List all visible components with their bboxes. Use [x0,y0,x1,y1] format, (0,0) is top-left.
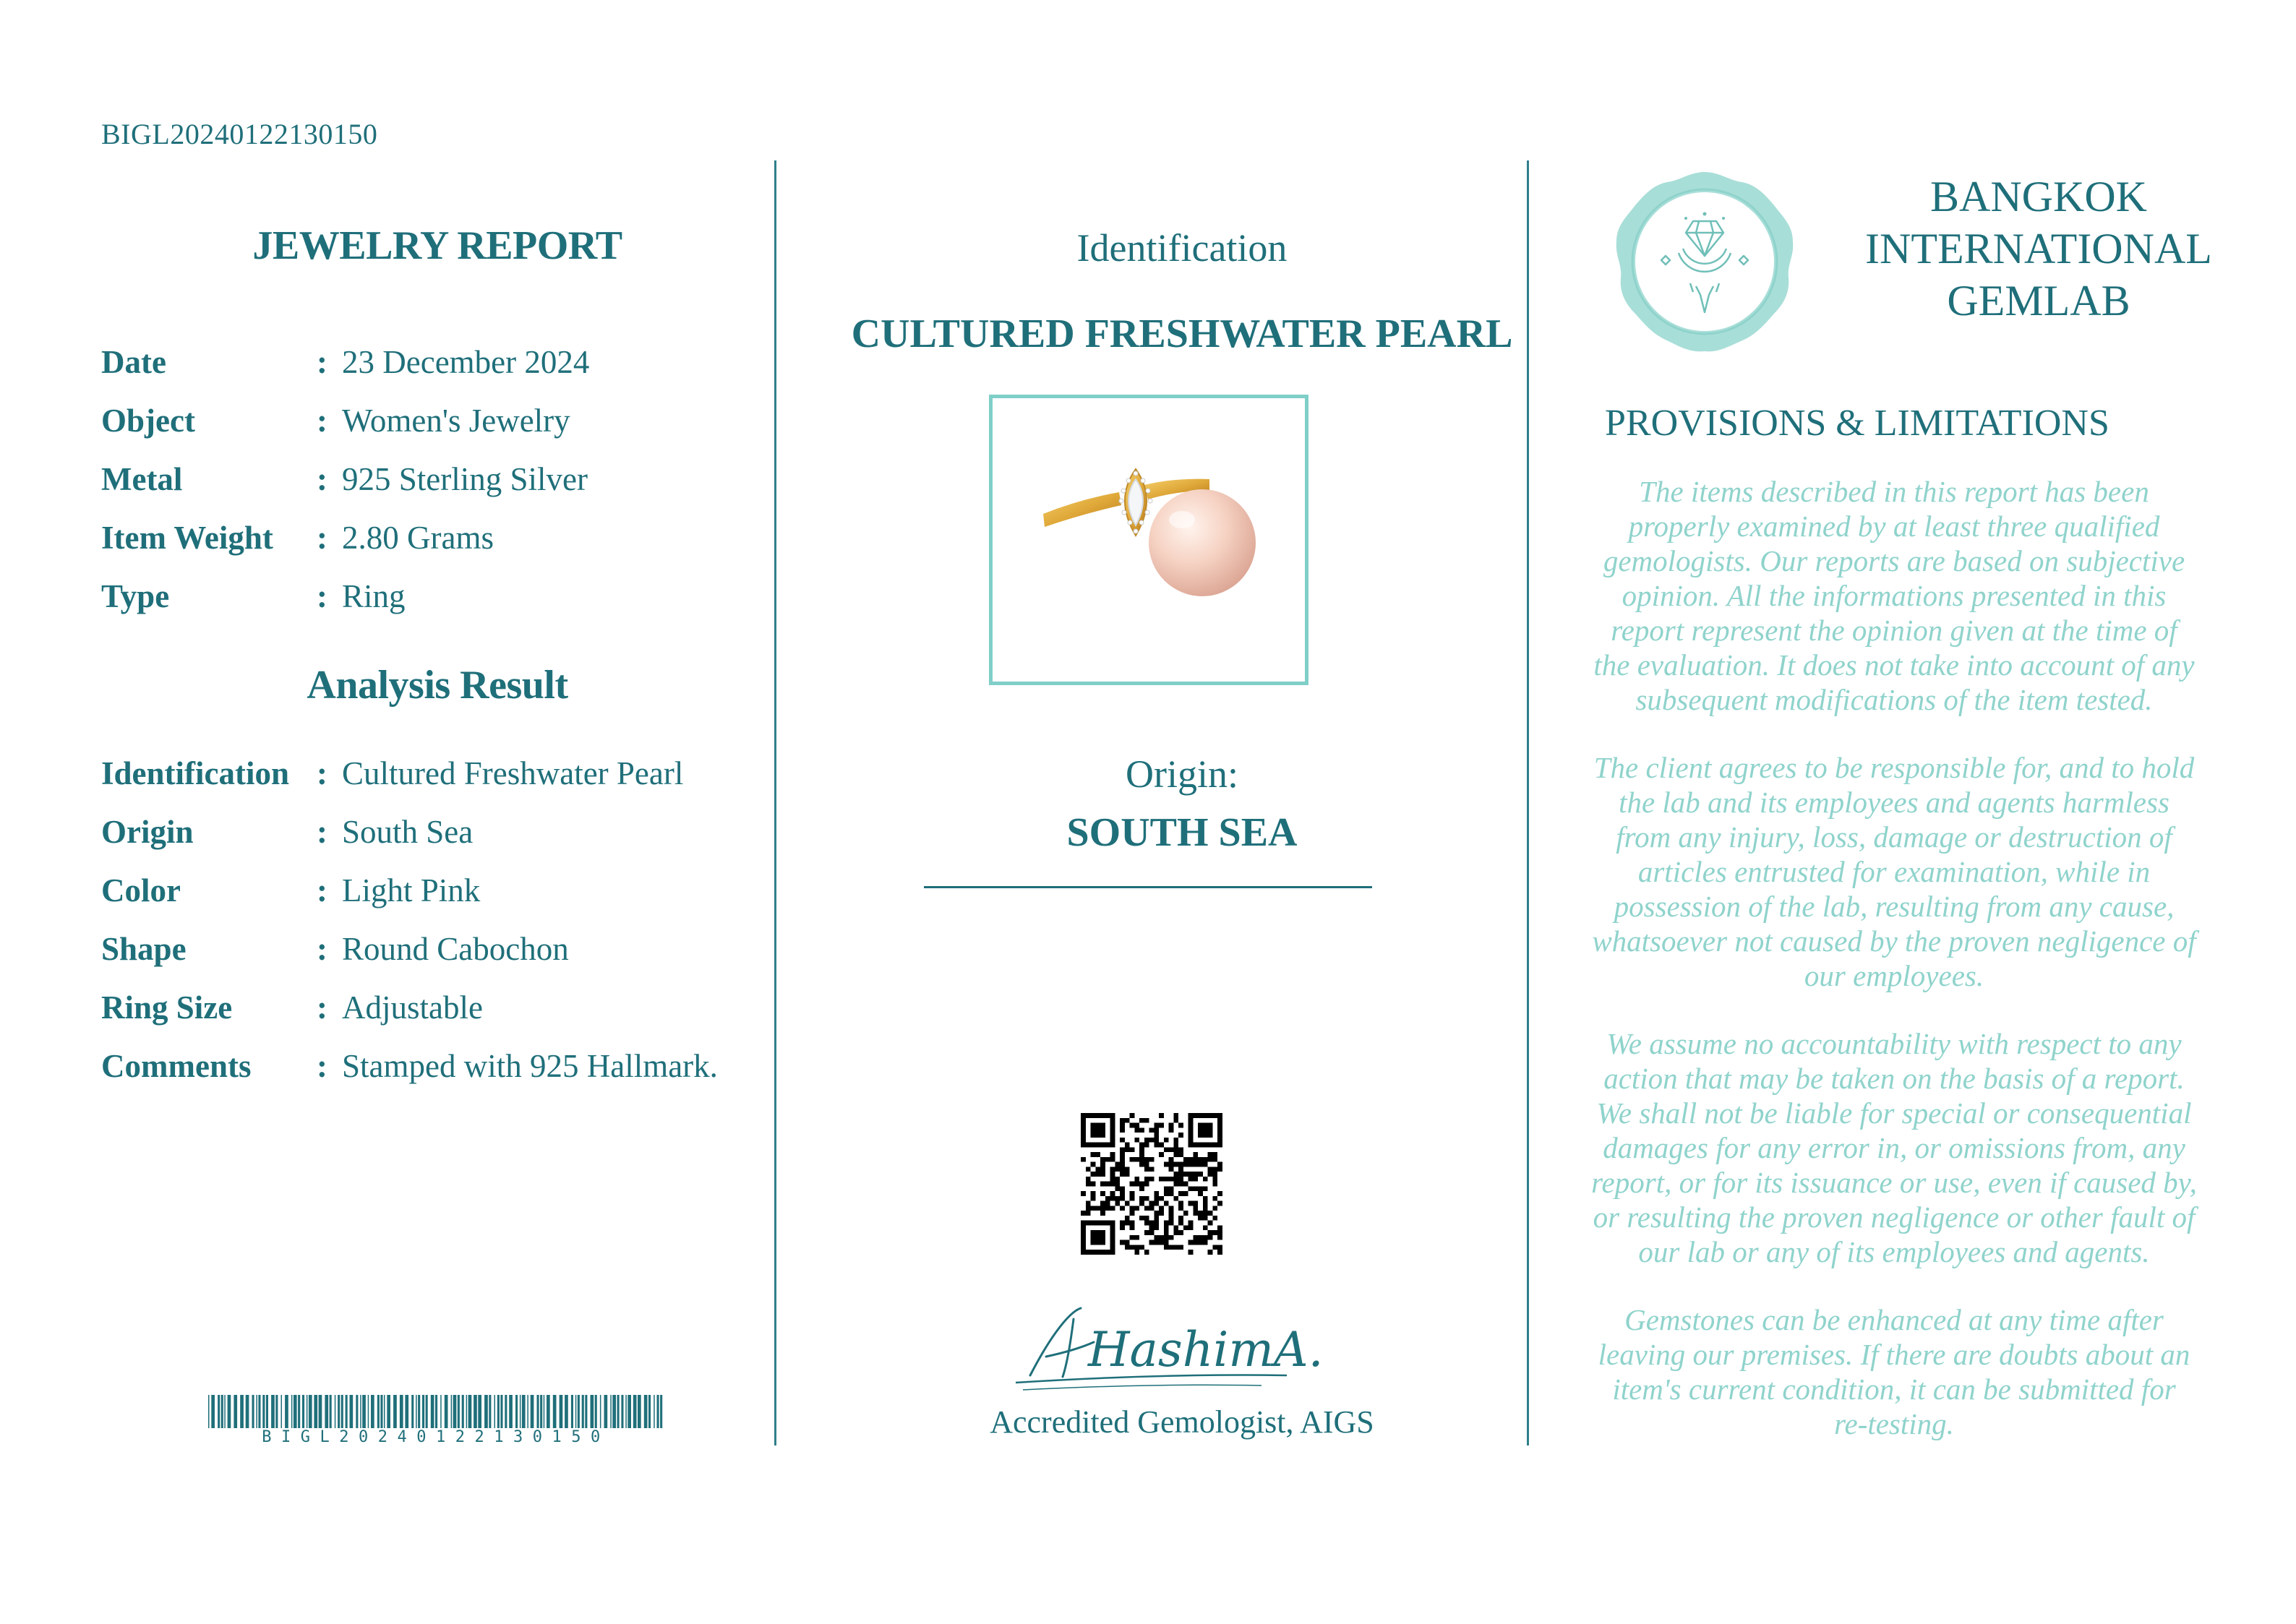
field-value: Women's Jewelry [342,403,570,439]
field-value: 23 December 2024 [342,344,590,380]
provisions-paragraph [1576,1026,2212,1269]
field-value: Cultured Freshwater Pearl [342,755,684,791]
provisions-line: re-testing. [1834,1407,1954,1440]
field-separator: : [317,520,327,556]
field-label: Object [101,403,195,439]
identification-heading: Identification [1076,226,1288,270]
field-row-comments [101,1047,788,1106]
signature [1001,1290,1324,1399]
field-value: 925 Sterling Silver [342,461,588,497]
field-value: Ring [342,578,406,614]
lab-name-line: INTERNATIONAL [1865,225,2212,272]
product-photo-frame [989,395,1308,685]
provisions-line: our employees. [1804,959,1984,992]
identification-value: CULTURED FRESHWATER PEARL [851,312,1513,356]
field-separator: : [317,931,327,967]
origin-value: SOUTH SEA [1066,810,1298,855]
field-label: Color [101,872,181,908]
field-separator: : [317,1048,327,1084]
barcode-number: BIGL20240122130150 [262,1428,610,1446]
field-row-identification [101,755,788,813]
provisions-line: properly examined by at least three qualified [1628,510,2160,543]
provisions-line: leaving our premises. If there are doubts about an [1598,1338,2190,1371]
provisions-line: from any injury, loss, damage or destruction of [1616,820,2172,854]
lab-name-line: BANGKOK [1930,173,2147,220]
field-label: Date [101,344,166,380]
field-row-type [101,577,788,636]
provisions-line: We shall not be liable for special or consequential [1596,1096,2192,1130]
field-separator: : [317,755,327,791]
field-separator: : [317,814,327,850]
provisions-line: our lab or any of its employees and agents. [1638,1235,2150,1268]
field-row-origin [101,813,788,872]
field-label: Origin [101,814,194,850]
field-label: Shape [101,931,187,967]
field-row-item-weight [101,519,788,577]
provisions-line: gemologists. Our reports are based on subjective [1603,544,2185,577]
provisions-line: report, or for its issuance or use, even if caused by, [1591,1166,2197,1199]
lab-name-line: GEMLAB [1947,277,2130,325]
provisions-line: articles entrusted for examination, while in [1637,855,2151,888]
field-row-date [101,343,788,402]
field-label: Ring Size [101,989,233,1026]
pearl-ring-photo [993,398,1305,682]
provisions-line: the evaluation. It does not take into account of any [1593,648,2195,682]
provisions-line: opinion. All the informations presented in this [1622,579,2167,612]
field-value: 2.80 Grams [342,520,494,556]
provisions-line: subsequent modifications of the item tested. [1635,683,2153,716]
provisions-line: item's current condition, it can be submitted for [1612,1372,2176,1406]
provisions-line: We assume no accountability with respect to any [1606,1027,2182,1060]
provisions-line: whatsoever not caused by the proven negligence of [1592,924,2196,958]
provisions-paragraph [1576,750,2212,993]
field-value: Round Cabochon [342,931,569,967]
analysis-table [101,755,788,1106]
column-divider-left [774,160,776,1445]
field-row-color [101,872,788,930]
field-label: Identification [101,755,290,791]
field-separator: : [317,989,327,1026]
provisions-line: possession of the lab, resulting from any cause, [1614,890,2175,923]
provisions-line: or resulting the proven negligence or other fault of [1593,1200,2196,1234]
provisions-paragraph [1576,474,2212,717]
field-label: Comments [101,1048,252,1084]
provisions-line: damages for any error in, or omissions from, any [1603,1131,2185,1164]
provisions-line: the lab and its employees and agents harmless [1619,786,2169,819]
lab-seal-icon [1611,168,1799,356]
field-row-shape [101,930,788,989]
field-row-metal [101,460,788,519]
analysis-title: Analysis Result [307,663,568,708]
field-value: Light Pink [342,872,481,908]
provisions-paragraph [1576,1302,2212,1441]
field-label: Item Weight [101,520,273,556]
origin-heading: Origin: [1126,752,1238,796]
qr-code-icon [1081,1113,1222,1255]
field-separator: : [317,872,327,908]
field-label: Metal [101,461,183,497]
field-row-object [101,402,788,460]
provisions-line: report represent the opinion given at the time of [1611,614,2177,647]
provisions-heading: PROVISIONS & LIMITATIONS [1605,403,2109,444]
field-value: South Sea [342,814,474,850]
item-details-table [101,343,788,636]
gemologist-title: Accredited Gemologist, AIGS [990,1404,1374,1440]
report-code: BIGL20240122130150 [101,118,378,150]
provisions-line: The client agrees to be responsible for, and to hold [1593,751,2195,784]
lab-name [1851,171,2227,327]
provisions-line: action that may be taken on the basis of a report. [1603,1062,2185,1095]
origin-divider [924,886,1372,888]
field-value: Stamped with 925 Hallmark. [342,1048,718,1084]
field-row-ring-size [101,989,788,1047]
field-separator: : [317,578,327,614]
field-separator: : [317,403,327,439]
report-title: JEWELRY REPORT [252,223,622,268]
provisions-line: The items described in this report has been [1639,475,2149,508]
field-separator: : [317,461,327,497]
field-value: Adjustable [342,989,483,1026]
provisions-line: Gemstones can be enhanced at any time after [1624,1303,2164,1336]
field-separator: : [317,344,327,380]
signature-text: HashimA. [1088,1322,1324,1378]
field-label: Type [101,578,170,614]
